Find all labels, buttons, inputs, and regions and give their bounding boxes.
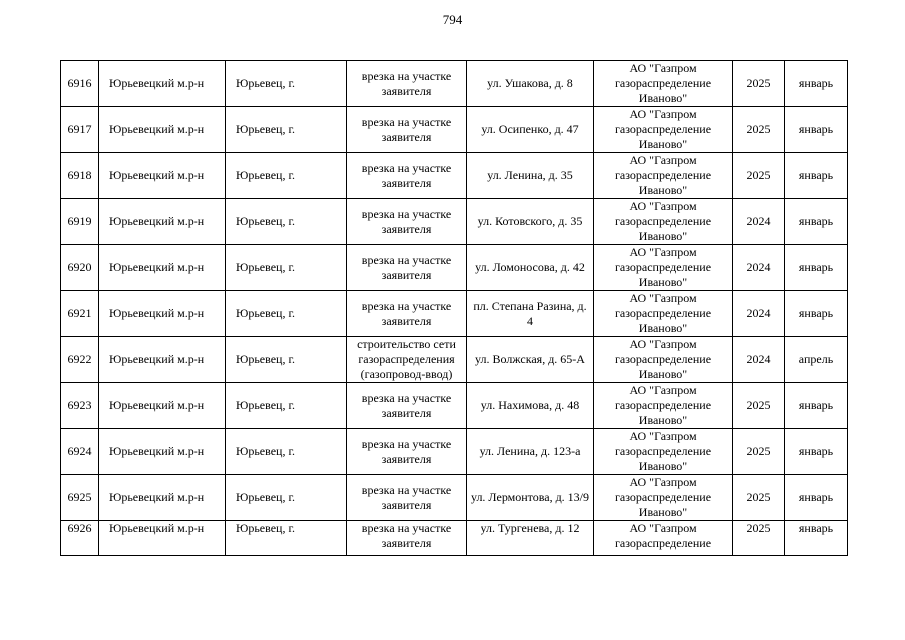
cell-organization-text: АО "Газпром газораспределение Иваново" bbox=[614, 475, 712, 519]
cell-month-text: январь bbox=[798, 168, 834, 182]
cell-district-text: Юрьевецкий м.р-н bbox=[109, 444, 205, 458]
cell-address bbox=[467, 383, 594, 429]
cell-organization-text: АО "Газпром газораспределение Иваново" bbox=[614, 429, 712, 473]
table-row bbox=[61, 337, 848, 383]
cell-organization bbox=[594, 291, 733, 337]
cell-number bbox=[61, 383, 99, 429]
cell-month-text: январь bbox=[798, 214, 834, 228]
cell-address-text: ул. Ленина, д. 123-а bbox=[479, 444, 581, 458]
cell-number-text: 6920 bbox=[67, 260, 92, 274]
cell-organization bbox=[594, 107, 733, 153]
cell-year bbox=[733, 291, 785, 337]
cell-work-type bbox=[347, 337, 467, 383]
cell-year-text: 2025 bbox=[746, 122, 771, 136]
cell-work-type bbox=[347, 153, 467, 199]
cell-number-text: 6917 bbox=[67, 122, 92, 136]
cell-address bbox=[467, 245, 594, 291]
cell-organization bbox=[594, 61, 733, 107]
cell-organization bbox=[594, 337, 733, 383]
cell-address-text: ул. Котовского, д. 35 bbox=[477, 214, 583, 228]
cell-organization-text: АО "Газпром газораспределение Иваново" bbox=[614, 61, 712, 105]
cell-number bbox=[61, 153, 99, 199]
cell-year bbox=[733, 153, 785, 199]
cell-town-text: Юрьевец, г. bbox=[236, 521, 296, 535]
cell-organization bbox=[594, 199, 733, 245]
cell-year bbox=[733, 245, 785, 291]
cell-town bbox=[226, 521, 347, 556]
cell-organization-text: АО "Газпром газораспределение Иваново" bbox=[614, 291, 712, 335]
gasification-table bbox=[60, 60, 848, 556]
cell-district bbox=[99, 291, 226, 337]
cell-month bbox=[785, 337, 848, 383]
cell-district bbox=[99, 245, 226, 291]
cell-district bbox=[99, 199, 226, 245]
cell-work-type-text: врезка на участке заявителя bbox=[361, 390, 452, 420]
cell-organization-text: АО "Газпром газораспределение Иваново" bbox=[614, 245, 712, 289]
table-row bbox=[61, 245, 848, 291]
cell-year-text: 2024 bbox=[746, 260, 771, 274]
cell-month bbox=[785, 429, 848, 475]
table-row bbox=[61, 61, 848, 107]
cell-month-text: январь bbox=[798, 76, 834, 90]
cell-address-text: ул. Осипенко, д. 47 bbox=[481, 122, 579, 136]
table-row bbox=[61, 429, 848, 475]
cell-month-text: январь bbox=[798, 398, 834, 412]
cell-town-text: Юрьевец, г. bbox=[236, 398, 296, 412]
cell-work-type bbox=[347, 61, 467, 107]
cell-month bbox=[785, 383, 848, 429]
cell-town-text: Юрьевец, г. bbox=[236, 76, 296, 90]
table-row bbox=[61, 383, 848, 429]
cell-address bbox=[467, 153, 594, 199]
cell-number bbox=[61, 429, 99, 475]
cell-organization bbox=[594, 475, 733, 521]
cell-work-type bbox=[347, 475, 467, 521]
cell-address bbox=[467, 61, 594, 107]
cell-work-type bbox=[347, 429, 467, 475]
cell-number-text: 6919 bbox=[67, 214, 92, 228]
cell-number-text: 6923 bbox=[67, 398, 92, 412]
cell-organization-text: АО "Газпром газораспределение Иваново" bbox=[614, 383, 712, 427]
cell-town bbox=[226, 337, 347, 383]
cell-district bbox=[99, 521, 226, 556]
cell-town bbox=[226, 199, 347, 245]
cell-month-text: январь bbox=[798, 521, 834, 535]
cell-organization-text: АО "Газпром газораспределение Иваново" bbox=[614, 153, 712, 197]
cell-town bbox=[226, 475, 347, 521]
cell-month-text: январь bbox=[798, 260, 834, 274]
cell-district bbox=[99, 383, 226, 429]
cell-year bbox=[733, 521, 785, 556]
cell-organization-text: АО "Газпром газораспределение Иваново" bbox=[614, 199, 712, 243]
cell-town bbox=[226, 429, 347, 475]
cell-district bbox=[99, 429, 226, 475]
cell-number bbox=[61, 337, 99, 383]
cell-month bbox=[785, 61, 848, 107]
cell-work-type-text: врезка на участке заявителя bbox=[361, 252, 452, 282]
cell-address-text: ул. Ленина, д. 35 bbox=[487, 168, 573, 182]
cell-district-text: Юрьевецкий м.р-н bbox=[109, 76, 205, 90]
cell-number-text: 6921 bbox=[67, 306, 92, 320]
cell-number-text: 6918 bbox=[67, 168, 92, 182]
cell-district bbox=[99, 475, 226, 521]
cell-number-text: 6922 bbox=[67, 352, 92, 366]
cell-organization bbox=[594, 429, 733, 475]
cell-year-text: 2025 bbox=[746, 490, 771, 504]
cell-work-type bbox=[347, 245, 467, 291]
cell-address bbox=[467, 429, 594, 475]
cell-address-text: ул. Лермонтова, д. 13/9 bbox=[470, 490, 590, 504]
cell-month bbox=[785, 475, 848, 521]
cell-number-text: 6926 bbox=[67, 521, 92, 535]
cell-district-text: Юрьевецкий м.р-н bbox=[109, 214, 205, 228]
cell-address bbox=[467, 199, 594, 245]
cell-month-text: январь bbox=[798, 306, 834, 320]
cell-district-text: Юрьевецкий м.р-н bbox=[109, 306, 205, 320]
cell-organization-text: АО "Газпром газораспределение Иваново" bbox=[614, 337, 712, 381]
cell-year-text: 2025 bbox=[746, 76, 771, 90]
cell-year bbox=[733, 337, 785, 383]
cell-organization bbox=[594, 521, 733, 556]
cell-district bbox=[99, 107, 226, 153]
cell-year bbox=[733, 475, 785, 521]
cell-district bbox=[99, 153, 226, 199]
cell-district-text: Юрьевецкий м.р-н bbox=[109, 352, 205, 366]
cell-number bbox=[61, 475, 99, 521]
cell-year-text: 2025 bbox=[746, 444, 771, 458]
cell-town bbox=[226, 245, 347, 291]
cell-district-text: Юрьевецкий м.р-н bbox=[109, 260, 205, 274]
cell-address bbox=[467, 291, 594, 337]
cell-year-text: 2024 bbox=[746, 306, 771, 320]
cell-number bbox=[61, 245, 99, 291]
cell-month-text: январь bbox=[798, 444, 834, 458]
cell-number bbox=[61, 107, 99, 153]
cell-organization bbox=[594, 383, 733, 429]
cell-number-text: 6924 bbox=[67, 444, 92, 458]
cell-organization-text: АО "Газпром газораспределение bbox=[614, 521, 712, 550]
cell-work-type-text: врезка на участке заявителя bbox=[361, 206, 452, 236]
cell-work-type bbox=[347, 199, 467, 245]
cell-work-type-text: врезка на участке заявителя bbox=[361, 68, 452, 98]
cell-work-type-text: врезка на участке заявителя bbox=[361, 436, 452, 466]
cell-year bbox=[733, 383, 785, 429]
cell-address-text: ул. Тургенева, д. 12 bbox=[480, 521, 580, 535]
cell-town-text: Юрьевец, г. bbox=[236, 214, 296, 228]
cell-year-text: 2025 bbox=[746, 168, 771, 182]
cell-month bbox=[785, 291, 848, 337]
cell-year-text: 2024 bbox=[746, 214, 771, 228]
page-number: 794 bbox=[442, 12, 463, 27]
cell-town-text: Юрьевец, г. bbox=[236, 306, 296, 320]
cell-month-text: январь bbox=[798, 490, 834, 504]
cell-address bbox=[467, 337, 594, 383]
table-row bbox=[61, 199, 848, 245]
cell-address-text: ул. Ушакова, д. 8 bbox=[487, 76, 573, 90]
cell-address-text: ул. Ломоносова, д. 42 bbox=[475, 260, 585, 274]
table-body bbox=[61, 61, 848, 556]
cell-month bbox=[785, 107, 848, 153]
cell-town bbox=[226, 61, 347, 107]
cell-month bbox=[785, 153, 848, 199]
cell-number bbox=[61, 521, 99, 556]
cell-organization bbox=[594, 153, 733, 199]
table-row bbox=[61, 291, 848, 337]
cell-address bbox=[467, 107, 594, 153]
cell-work-type-text: врезка на участке заявителя bbox=[361, 114, 452, 144]
cell-district bbox=[99, 337, 226, 383]
cell-number-text: 6925 bbox=[67, 490, 92, 504]
cell-town-text: Юрьевец, г. bbox=[236, 260, 296, 274]
cell-work-type bbox=[347, 383, 467, 429]
cell-number-text: 6916 bbox=[67, 76, 92, 90]
cell-month-text: апрель bbox=[798, 352, 834, 366]
cell-district-text: Юрьевецкий м.р-н bbox=[109, 168, 205, 182]
table-row bbox=[61, 475, 848, 521]
cell-year-text: 2024 bbox=[746, 352, 771, 366]
cell-organization bbox=[594, 245, 733, 291]
cell-year bbox=[733, 107, 785, 153]
cell-town bbox=[226, 291, 347, 337]
cell-district-text: Юрьевецкий м.р-н bbox=[109, 521, 205, 535]
cell-district bbox=[99, 61, 226, 107]
cell-town-text: Юрьевец, г. bbox=[236, 168, 296, 182]
cell-town-text: Юрьевец, г. bbox=[236, 490, 296, 504]
cell-work-type bbox=[347, 521, 467, 556]
cell-work-type-text: строительство сети газораспределения (газопровод-ввод) bbox=[357, 337, 456, 381]
cell-town-text: Юрьевец, г. bbox=[236, 122, 296, 136]
cell-year bbox=[733, 429, 785, 475]
cell-work-type bbox=[347, 107, 467, 153]
cell-month-text: январь bbox=[798, 122, 834, 136]
cell-town bbox=[226, 153, 347, 199]
table-row bbox=[61, 107, 848, 153]
cell-district-text: Юрьевецкий м.р-н bbox=[109, 490, 205, 504]
table-row bbox=[61, 153, 848, 199]
cell-month bbox=[785, 521, 848, 556]
cell-address-text: пл. Степана Разина, д. 4 bbox=[473, 298, 587, 328]
cell-year-text: 2025 bbox=[746, 398, 771, 412]
cell-district-text: Юрьевецкий м.р-н bbox=[109, 398, 205, 412]
cell-work-type-text: врезка на участке заявителя bbox=[361, 482, 452, 512]
cell-district-text: Юрьевецкий м.р-н bbox=[109, 122, 205, 136]
cell-work-type bbox=[347, 291, 467, 337]
cell-address-text: ул. Волжская, д. 65-А bbox=[475, 352, 585, 366]
cell-work-type-text: врезка на участке заявителя bbox=[361, 298, 452, 328]
cell-address bbox=[467, 475, 594, 521]
table-row bbox=[61, 521, 848, 556]
cell-town bbox=[226, 107, 347, 153]
cell-address-text: ул. Нахимова, д. 48 bbox=[480, 398, 580, 412]
cell-address bbox=[467, 521, 594, 556]
cell-month bbox=[785, 245, 848, 291]
cell-town-text: Юрьевец, г. bbox=[236, 444, 296, 458]
cell-year bbox=[733, 199, 785, 245]
cell-work-type-text: врезка на участке заявителя bbox=[361, 160, 452, 190]
cell-month bbox=[785, 199, 848, 245]
cell-work-type-text: врезка на участке заявителя bbox=[361, 521, 452, 550]
table-container bbox=[60, 60, 848, 556]
cell-town-text: Юрьевец, г. bbox=[236, 352, 296, 366]
cell-number bbox=[61, 291, 99, 337]
cell-number bbox=[61, 61, 99, 107]
cell-organization-text: АО "Газпром газораспределение Иваново" bbox=[614, 107, 712, 151]
cell-town bbox=[226, 383, 347, 429]
cell-number bbox=[61, 199, 99, 245]
cell-year-text: 2025 bbox=[746, 521, 771, 535]
cell-year bbox=[733, 61, 785, 107]
